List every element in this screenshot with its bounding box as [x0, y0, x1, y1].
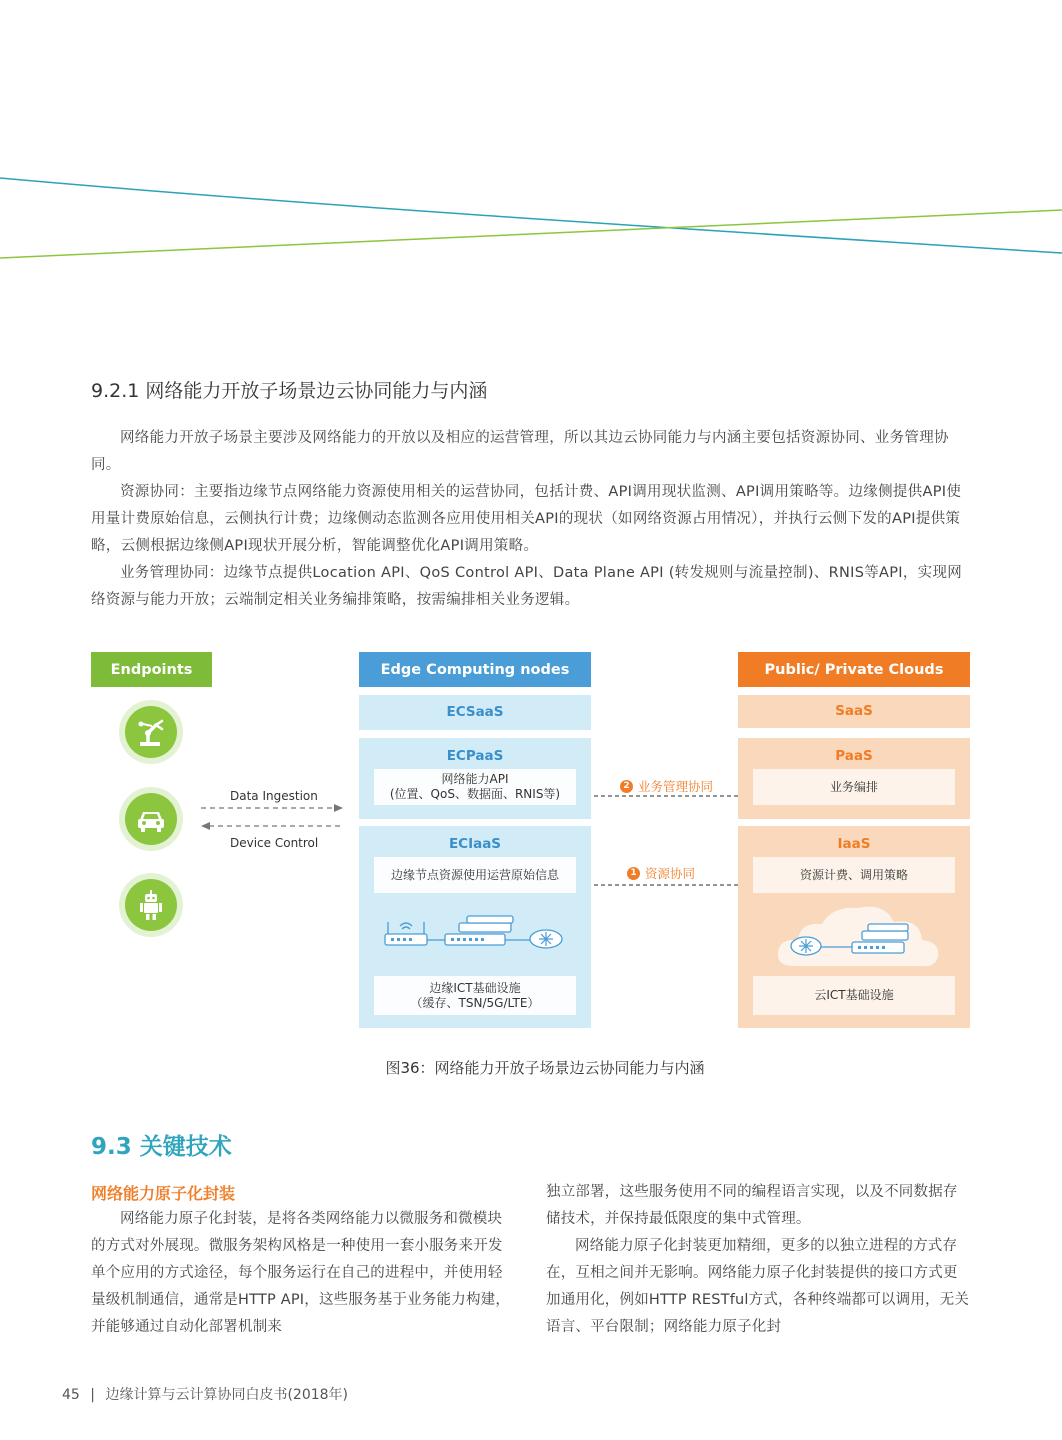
- endpoints-header: Endpoints: [91, 652, 212, 687]
- edge-ict-box: [374, 976, 576, 1015]
- network-api-line1: 网络能力API: [441, 772, 509, 786]
- edge-resource-box: [374, 857, 576, 893]
- decorative-lines: [0, 150, 1062, 280]
- paragraph: 网络能力原子化封装更加精细，更多的以独立进程的方式存在，互相之间并无影响。网络能力原子化封装提供的接口方式更加通用化，例如HTTP RESTful方式，各种终端都可以调用，无关语言、平台限制；网络能力原子化封: [546, 1238, 970, 1335]
- cloud-ict-text: 云ICT基础设施: [814, 988, 894, 1002]
- eciaas-title: ECIaaS: [448, 836, 502, 852]
- saas-title: SaaS: [835, 703, 873, 719]
- business-collab-text: 业务管理协同: [638, 779, 714, 794]
- eciaas-panel: [359, 826, 591, 1028]
- number-1-icon: 1: [627, 867, 640, 880]
- cloud-devices-icon: [774, 898, 942, 970]
- robot-arm-icon: [134, 715, 168, 749]
- right-column: [546, 1179, 970, 1341]
- paas-panel: [738, 738, 970, 819]
- resource-collab-text: 资源协同: [645, 866, 696, 881]
- endpoint-robot-arm: [119, 700, 183, 764]
- ecsaas-panel: [359, 695, 591, 730]
- ecsaas-title: ECSaaS: [446, 704, 504, 720]
- robot-icon: [134, 888, 168, 922]
- paragraph: 资源协同：主要指边缘节点网络能力资源使用相关的运营协同，包括计费、API调用现状监测、API调用策略等。边缘侧提供API使用量计费原始信息，云侧执行计费；边缘侧动态监测各应用使用相关API的现状（如网络资源占用情况），并执行云侧下发的API提供策略，云侧根据边缘侧API现状开展分析，智能调整优化API调用策略。: [91, 484, 962, 554]
- section-title: 9.2.1 网络能力开放子场景边云协同能力与内涵: [91, 380, 488, 402]
- iaas-panel: [738, 826, 970, 1028]
- network-api-box: [374, 769, 576, 805]
- network-api-line2: (位置、QoS、数据面、RNIS等): [389, 787, 561, 801]
- footer-divider: |: [90, 1387, 95, 1403]
- car-icon: [134, 802, 168, 836]
- paragraph: 业务管理协同：边缘节点提供Location API、QoS Control API、Data Plane API (转发规则与流量控制)、RNIS等API，实现网络资源与能力开放；云端制定相关业务编排策略，按需编排相关业务逻辑。: [91, 565, 963, 608]
- ecpaas-title: ECPaaS: [446, 748, 504, 764]
- edge-ict-line2: （缓存、TSN/5G/LTE）: [410, 995, 540, 1010]
- billing-policy-box: [753, 857, 955, 893]
- billing-policy-text: 资源计费、调用策略: [799, 867, 908, 882]
- cloud-ict-box: [753, 976, 955, 1015]
- edge-header: Edge Computing nodes: [359, 652, 591, 687]
- page-footer: [62, 1384, 348, 1404]
- business-collab-label: [620, 777, 713, 795]
- resource-collab-label: [627, 864, 695, 882]
- figure-caption: 图36：网络能力开放子场景边云协同能力与内涵: [385, 1059, 705, 1077]
- footer-title: 边缘计算与云计算协同白皮书(2018年): [105, 1387, 349, 1403]
- saas-panel: [738, 695, 970, 728]
- number-2-icon: 2: [620, 780, 633, 793]
- edge-network-devices-icon: [381, 914, 571, 958]
- section-body: [91, 425, 971, 614]
- cloud-header: Public/ Private Clouds: [738, 652, 970, 687]
- ecpaas-panel: [359, 738, 591, 819]
- edge-resource-text: 边缘节点资源使用运营原始信息: [390, 867, 559, 882]
- page-number: 45: [62, 1387, 80, 1403]
- section2-subtitle: 网络能力原子化封装: [91, 1184, 236, 1203]
- paas-title: PaaS: [835, 748, 873, 764]
- section2-title: 9.3 关键技术: [91, 1134, 232, 1160]
- edge-ict-line1: 边缘ICT基础设施: [429, 980, 521, 995]
- paragraph: 独立部署，这些服务使用不同的编程语言实现，以及不同数据存储技术，并保持最低限度的集中式管理。: [546, 1184, 958, 1227]
- orchestration-text: 业务编排: [829, 779, 878, 794]
- resource-collab-line: [594, 883, 738, 887]
- endpoint-robot: [119, 873, 183, 937]
- iaas-title: IaaS: [837, 836, 871, 852]
- orchestration-box: [753, 769, 955, 805]
- arrow-left-icon: [201, 822, 210, 830]
- paragraph: 网络能力原子化封装，是将各类网络能力以微服务和微模块的方式对外展现。微服务架构风格是一种使用一套小服务来开发单个应用的方式途径，每个服务运行在自己的进程中，并使用轻量级机制通信，通常是HTTP API，这些服务基于业务能力构建，并能够通过自动化部署机制来: [91, 1211, 511, 1335]
- ingestion-control-arrows: [199, 802, 345, 832]
- left-column: [91, 1206, 515, 1341]
- device-control-label: Device Control: [230, 836, 319, 850]
- endpoint-car: [119, 787, 183, 851]
- data-ingestion-label: Data Ingestion: [230, 789, 318, 803]
- business-collab-line: [594, 794, 738, 798]
- arrow-right-icon: [334, 804, 343, 812]
- paragraph: 网络能力开放子场景主要涉及网络能力的开放以及相应的运营管理，所以其边云协同能力与内涵主要包括资源协同、业务管理协同。: [91, 430, 949, 473]
